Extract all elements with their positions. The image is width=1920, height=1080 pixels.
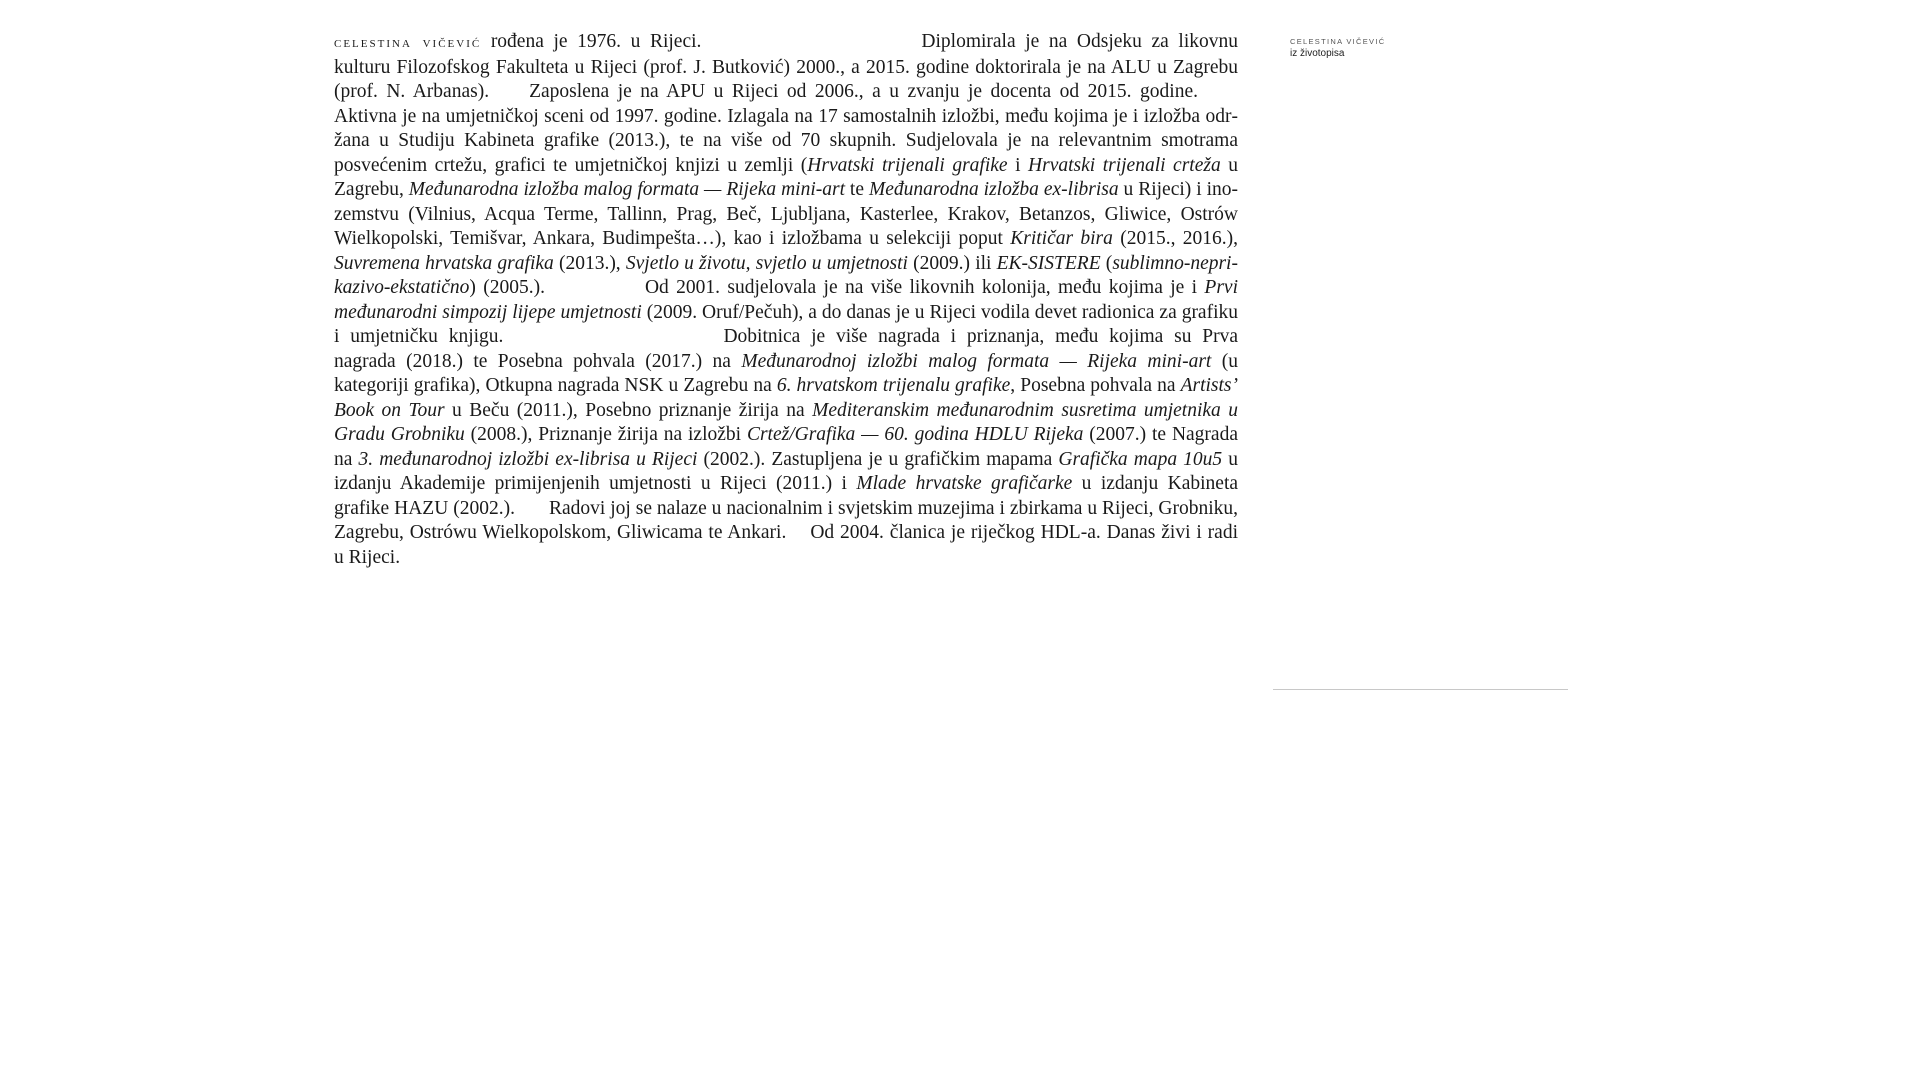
bio-text: (2013.), <box>553 252 626 274</box>
bio-title: Suvremena hrvatska grafika <box>334 252 554 274</box>
bio-title: Međunarodnoj izložbi malog formata — Rijeka mini-art <box>741 350 1212 372</box>
bio-title: sublimno-neprikazivo-ekstatično <box>334 252 1238 298</box>
sidebar-artist-name: CELESTINA VIČEVIĆ <box>1290 37 1386 46</box>
biography-paragraph <box>334 30 1238 570</box>
bio-collections: Radovi joj se nalaze u nacionalnim i svjetskim muzejima i zbirkama u Rijeci, Grobniku, Zagrebu, Ostrówu Wielkopolskom, Gliwicama te Ankari. <box>334 497 1238 543</box>
bio-title: Svjetlo u životu, svjetlo u umjetnosti <box>625 252 908 274</box>
bio-text: u Rijeci) i inozemstvu (Vilnius, Acqua Terme, Tallinn, Prag, Beč, Ljubljana, Kasterlee, Krakov, Betanzos, Gliwice, Ostrów Wielkopolski, Temišvar, Ankara, Budimpešta…), kao i izložbama u selekciji poput <box>334 179 1238 249</box>
bio-membership: Od 2004. članica je riječkog HDL-a. Danas živi i radi u Rijeci. <box>334 522 1238 568</box>
sidebar-label <box>1290 37 1385 59</box>
bio-text: (2015., 2016.), <box>1112 228 1238 249</box>
bio-text: (2009. Oruf/Pečuh), a do danas je u Rijeci vodila devet radionica za grafiku i umjetničku knjigu. <box>334 301 1239 347</box>
bio-employment: Zaposlena je na APU u Rijeci od 2006., a u zvanju je docenta od 2015. godine. <box>529 81 1198 102</box>
bio-text: (2009.) ili <box>907 252 997 274</box>
artist-name: celestina vičević <box>334 34 482 51</box>
bio-text: u Zagrebu, <box>334 154 1238 200</box>
bio-text: u Beču (2011.), Posebno priznanje žirija na <box>444 399 813 421</box>
bio-text: (2007.) te Nagrada na <box>334 424 1238 470</box>
bio-title: Prvi međunarodni simpozij lijepe umjetnosti <box>334 277 1238 323</box>
bio-title: Crtež/Grafika — 60. godina HDLU Rijeka <box>746 424 1084 445</box>
bio-text: u izdanju Kabineta grafike HAZU (2002.). <box>334 473 1239 519</box>
bio-title: Grafička mapa 10u5 <box>1058 448 1223 470</box>
bio-text: , Posebna pohvala na <box>1010 375 1181 396</box>
bio-text: te <box>845 179 869 200</box>
bio-exhibitions: Aktivna je na umjetničkoj sceni od 1997. godine. Izlagala na 17 samostalnih izložbi, među kojima je i izložba održana u Studiju Kabineta grafike (2013.), te na više od 70 skupnih. Sudjelovala je na relevantnim smotrama posvećenim crtežu, grafici te umjetničkoj knjizi u zemlji ( <box>334 105 1238 176</box>
bio-title: 3. međunarodnoj izložbi ex-librisa u Rijeci <box>358 448 698 470</box>
bio-title: Hrvatski trijenali grafike <box>807 154 1008 176</box>
bio-text: ( <box>1100 252 1113 274</box>
bio-text: (u kategoriji grafika), Otkupna nagrada NSK u Zagrebu na <box>334 350 1238 396</box>
bio-title: EK-SISTERE <box>996 252 1101 274</box>
bio-title: Hrvatski trijenali crteža <box>1028 154 1221 176</box>
bio-title: Kritičar bira <box>1010 228 1113 249</box>
bio-colonies: Od 2001. sudjelovala je na više likovnih kolonija, među kojima je i <box>644 277 1205 298</box>
bio-title: Međunarodna izložba malog formata — Rijeka mini-art <box>408 179 845 200</box>
bio-text: i <box>1007 154 1029 176</box>
bio-education: Diplomirala je na Odsjeku za likovnu kulturu Filozofskog Fakulteta u Rijeci (prof. J. Butković) 2000., a 2015. godine doktorirala je na ALU u Zagrebu (prof. N. Arbanas). <box>334 31 1238 102</box>
bio-title: 6. hrvatskom trijenalu grafike <box>776 375 1011 396</box>
bio-title: Artists’ Book on Tour <box>334 375 1238 421</box>
bio-text: u izdanju Akademije primijenjenih umjetnosti u Rijeci (2011.) i <box>334 448 1238 494</box>
bio-awards: Dobitnica je više nagrada i priznanja, među kojima su Prva nagrada (2018.) te Posebna pohvala (2017.) na <box>334 326 1238 372</box>
divider-line <box>1273 689 1568 690</box>
bio-birth: rođena je 1976. u Rijeci. <box>481 31 702 52</box>
sidebar-section-title: iz životopisa <box>1290 48 1345 59</box>
bio-text: (2008.), Priznanje žirija na izložbi <box>464 424 747 445</box>
bio-title: Mlade hrvatske grafičarke <box>856 473 1073 494</box>
bio-text: ) (2005.). <box>469 277 545 298</box>
bio-title: Međunarodna izložba ex-librisa <box>868 179 1119 200</box>
bio-text: (2002.). Zastupljena je u grafičkim mapama <box>697 448 1059 470</box>
bio-title: Mediteranskim međunarodnim susretima umjetnika u Gradu Grobniku <box>334 399 1238 445</box>
